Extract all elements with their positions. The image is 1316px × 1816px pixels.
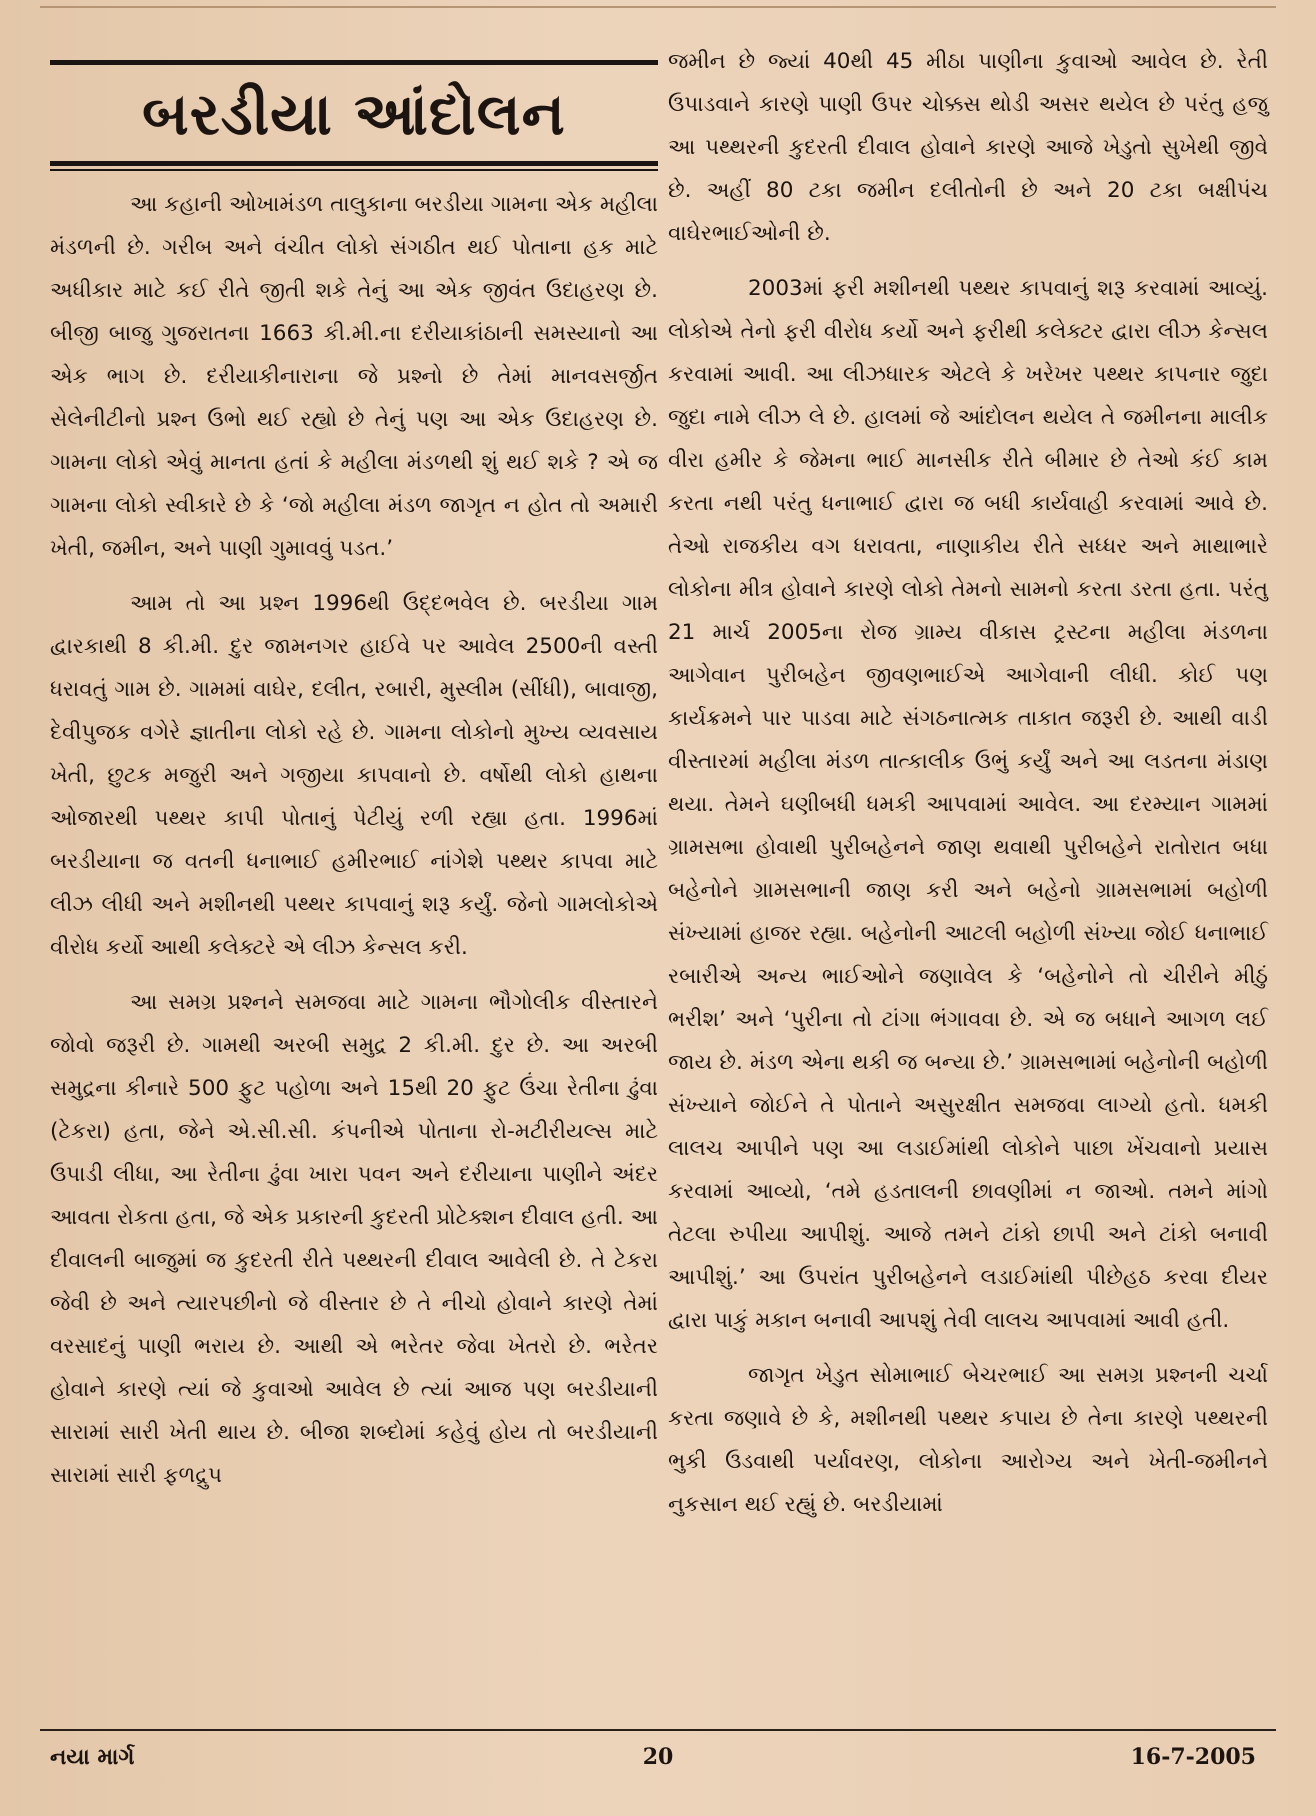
paragraph: જાગૃત ખેડુત સોમાભાઈ બેચરભાઈ આ સમગ્ર પ્રશ્નની ચર્ચા કરતા જણાવે છે કે, મશીનથી પથ્થર કપાય છે તેના કારણે પથ્થરની ભુકી ઉડવાથી પર્યાવરણ, લોકોના આરોગ્ય અને ખેતી-જમીનને નુકસાન થઈ રહ્યું છે. બરડીયામાં: [668, 1363, 1268, 1517]
paragraph: જમીન છે જ્યાં 40થી 45 મીઠા પાણીના કુવાઓ આવેલ છે. રેતી ઉપાડવાને કારણે પાણી ઉપર ચોક્કસ થોડી અસર થયેલ છે પરંતુ હજુ આ પથ્થરની કુદરતી દીવાલ હોવાને કારણે આજે ખેડુતો સુખેથી જીવે છે. અહીં 80 ટકા જમીન દલીતોની છે અને 20 ટકા બક્ષીપંચ વાઘેરભાઈઓની છે.: [668, 49, 1268, 246]
page-footer: [0, 1744, 1316, 1784]
title-block: [50, 60, 658, 171]
paragraph: આ કહાની ઓખામંડળ તાલુકાના બરડીયા ગામના એક મહીલા મંડળની છે. ગરીબ અને વંચીત લોકો સંગઠીત થઈ પોતાના હક માટે અધીકાર માટે કઈ રીતે જીતી શકે તેનું આ એક જીવંત ઉદાહરણ છે. બીજી બાજુ ગુજરાતના 1663 કી.મી.ના દરીયાકાંઠાની સમસ્યાનો આ એક ભાગ છે. દરીયાકીનારાના જે પ્રશ્નો છે તેમાં માનવસર્જીત સેલેનીટીનો પ્રશ્ન ઉભો થઈ રહ્યો છે તેનું પણ આ એક ઉદાહરણ છે. ગામના લોકો એવું માનતા હતાં કે મહીલા મંડળથી શું થઈ શકે ? એ જ ગામના લોકો સ્વીકારે છે કે ‘જો મહીલા મંડળ જાગૃત ન હોત તો અમારી ખેતી, જમીન, અને પાણી ગુમાવવું પડત.’: [50, 192, 658, 562]
top-edge-rule: [40, 6, 1276, 8]
paragraph: આમ તો આ પ્રશ્ન 1996થી ઉદ્દભવેલ છે. બરડીયા ગામ દ્વારકાથી 8 કી.મી. દુર જામનગર હાઈવે પર આવેલ 2500ની વસ્તી ધરાવતું ગામ છે. ગામમાં વાઘેર, દલીત, રબારી, મુસ્લીમ (સીંધી), બાવાજી, દેવીપુજક વગેરે જ્ઞાતીના લોકો રહે છે. ગામના લોકોનો મુખ્ય વ્યવસાય ખેતી, છુટક મજુરી અને ગજીયા કાપવાનો છે. વર્ષોથી લોકો હાથના ઓજારથી પથ્થર કાપી પોતાનું પેટીયું રળી રહ્યા હતા. 1996માં બરડીયાના જ વતની ધનાભાઈ હમીરભાઈ નાંગેશે પથ્થર કાપવા માટે લીઝ લીધી અને મશીનથી પથ્થર કાપવાનું શરૂ કર્યું. જેનો ગામલોકોએ વીરોધ કર્યો આથી કલેક્ટરે એ લીઝ કેન્સલ કરી.: [50, 591, 658, 961]
publication-name: નયા માર્ગ: [50, 1744, 135, 1770]
title-bottom-rule: [50, 161, 658, 166]
right-column: [668, 40, 1268, 1696]
footer-rule: [40, 1729, 1276, 1731]
left-body-text: [50, 183, 658, 1497]
page-number: 20: [642, 1744, 674, 1770]
paragraph: આ સમગ્ર પ્રશ્નને સમજવા માટે ગામના ભૌગોલીક વીસ્તારને જોવો જરૂરી છે. ગામથી અરબી સમુદ્ર 2 કી.મી. દુર છે. આ અરબી સમુદ્રના કીનારે 500 ફુટ પહોળા અને 15થી 20 ફુટ ઉંચા રેતીના ઢુંવા (ટેકરા) હતા, જેને એ.સી.સી. કંપનીએ પોતાના રો-મટીરીયલ્સ માટે ઉપાડી લીધા, આ રેતીના ઢુંવા ખારા પવન અને દરીયાના પાણીને અંદર આવતા રોકતા હતા, જે એક પ્રકારની કુદરતી પ્રોટેક્શન દીવાલ હતી. આ દીવાલની બાજુમાં જ કુદરતી રીતે પથ્થરની દીવાલ આવેલી છે. તે ટેકરા જેવી છે અને ત્યારપછીનો જે વીસ્તાર છે તે નીચો હોવાને કારણે તેમાં વરસાદનું પાણી ભરાય છે. આથી એ ભરેતર જેવા ખેતરો છે. ભરેતર હોવાને કારણે ત્યાં જે કુવાઓ આવેલ છે ત્યાં આજ પણ બરડીયાની સારામાં સારી ખેતી થાય છે. બીજા શબ્દોમાં કહેવું હોય તો બરડીયાની સારામાં સારી ફળદ્રુપ: [50, 990, 658, 1489]
article-title: બરડીયા આંદોલન: [142, 80, 566, 148]
issue-date: 16-7-2005: [1130, 1744, 1256, 1770]
paragraph: 2003માં ફરી મશીનથી પથ્થર કાપવાનું શરૂ કરવામાં આવ્યું. લોકોએ તેનો ફરી વીરોધ કર્યો અને ફરીથી કલેક્ટર દ્વારા લીઝ કેન્સલ કરવામાં આવી. આ લીઝધારક એટલે કે ખરેખર પથ્થર કાપનાર જુદા જુદા નામે લીઝ લે છે. હાલમાં જે આંદોલન થયેલ તે જમીનના માલીક વીરા હમીર કે જેમના ભાઈ માનસીક રીતે બીમાર છે તેઓ કંઈ કામ કરતા નથી પરંતુ ધનાભાઈ દ્વારા જ બધી કાર્યવાહી કરવામાં આવે છે. તેઓ રાજકીય વગ ધરાવતા, નાણાકીય રીતે સધ્ધર અને માથાભારે લોકોના મીત્ર હોવાને કારણે લોકો તેમનો સામનો કરતા ડરતા હતા. પરંતુ 21 માર્ચ 2005ના રોજ ગ્રામ્ય વીકાસ ટ્રસ્ટના મહીલા મંડળના આગેવાન પુરીબહેન જીવણભાઈએ આગેવાની લીધી. કોઈ પણ કાર્યક્રમને પાર પાડવા માટે સંગઠનાત્મક તાકાત જરૂરી છે. આથી વાડી વીસ્તારમાં મહીલા મંડળ તાત્કાલીક ઉભું કર્યું અને આ લડતના મંડાણ થયા. તેમને ઘણીબધી ધમકી આપવામાં આવેલ. આ દરમ્યાન ગામમાં ગ્રામસભા હોવાથી પુરીબહેનને જાણ થવાથી પુરીબહેને રાતોરાત બધા બહેનોને ગ્રામસભાની જાણ કરી અને બહેનો ગ્રામસભામાં બહોળી સંખ્યામાં હાજર રહ્યા. બહેનોની આટલી બહોળી સંખ્યા જોઈ ધનાભાઈ રબારીએ અન્ય ભાઈઓને જણાવેલ કે ‘બહેનોને તો ચીરીને મીઠું ભરીશ’ અને ‘પુરીના તો ટાંગા ભંગાવવા છે. એ જ બધાને આગળ લઈ જાય છે. મંડળ એના થકી જ બન્યા છે.’ ગ્રામસભામાં બહેનોની બહોળી સંખ્યાને જોઈને તે પોતાને અસુરક્ષીત સમજવા લાગ્યો હતો. ધમકી લાલચ આપીને પણ આ લડાઈમાંથી લોકોને પાછા ખેંચવાનો પ્રયાસ કરવામાં આવ્યો, ‘તમે હડતાલની છાવણીમાં ન જાઓ. તમને માંગો તેટલા રુપીયા આપીશું. આજે તમને ટાંકો છાપી અને ટાંકો બનાવી આપીશું.’ આ ઉપરાંત પુરીબહેનને લડાઈમાંથી પીછેહઠ કરવા દીયર દ્વારા પાકું મકાન બનાવી આપશું તેવી લાલચ આપવામાં આવી હતી.: [668, 276, 1268, 1333]
left-column: [50, 40, 658, 1696]
title-bottom-thin-rule: [50, 169, 658, 171]
